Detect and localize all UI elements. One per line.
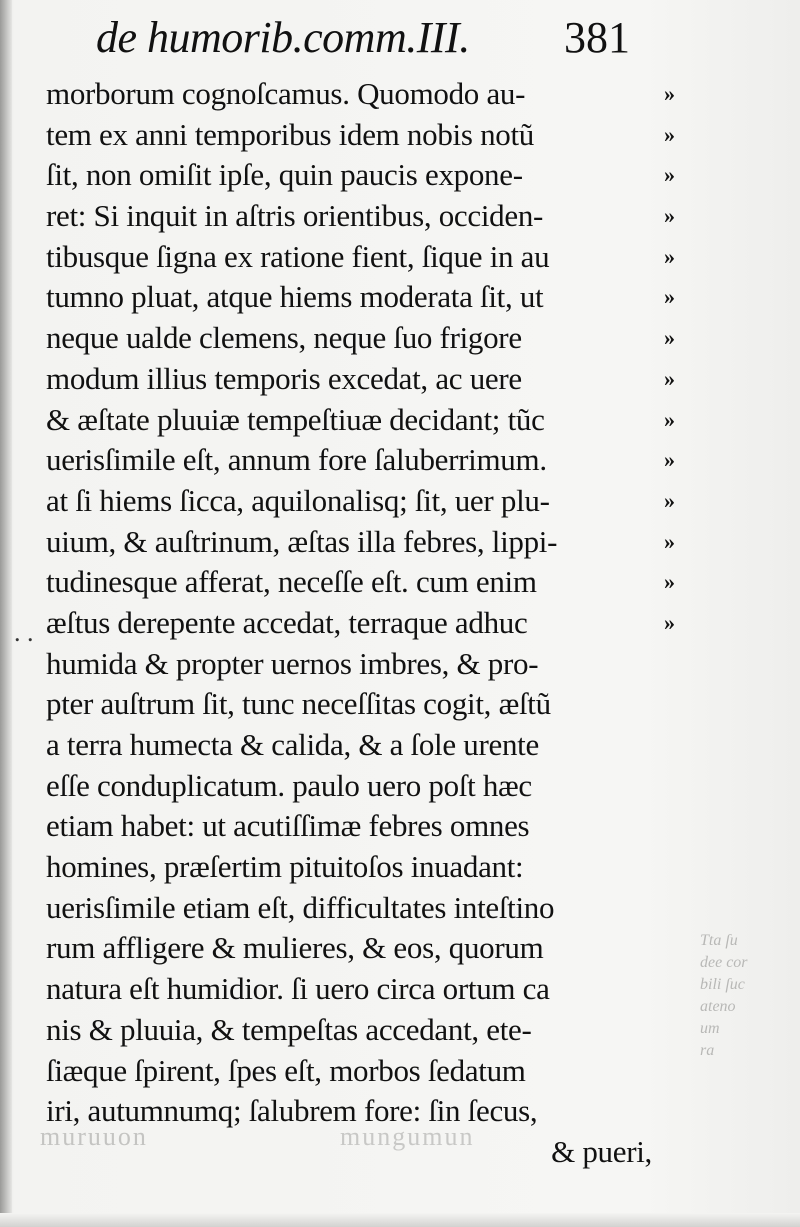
catchword: & pueri, [551, 1133, 652, 1169]
quote-mark: » [664, 284, 675, 310]
quote-mark: » [664, 609, 675, 635]
text-line: at ſi hiems ſicca, aquilonalisq; ſit, uer plu- [46, 482, 550, 518]
text-line: neque ualde clemens, neque ſuo frigore [46, 320, 522, 356]
quote-mark: » [664, 406, 675, 432]
bleed-line: um [700, 1020, 720, 1037]
bleed-line: ateno [700, 998, 736, 1015]
text-line: æſtus derepente accedat, terraque adhuc [46, 604, 528, 640]
quote-mark: » [664, 81, 675, 106]
quotation-marks-column [664, 74, 694, 644]
bleed-through-footer-left: muruuon [40, 1122, 148, 1151]
quote-mark: » [664, 325, 675, 351]
text-line: tudinesque afferat, neceſſe eſt. cum enim [46, 564, 537, 600]
text-line: uerisſimile eſt, annum fore ſaluberrimum. [46, 442, 547, 478]
text-line: natura eſt humidior. ſi uero circa ortum ca [46, 971, 550, 1007]
text-line: ret: Si inquit in aſtris orientibus, occiden- [46, 198, 544, 234]
quote-mark: » [664, 365, 675, 391]
text-line: tem ex anni temporibus idem nobis notũ [46, 116, 534, 152]
text-line: tumno pluat, atque hiems moderata ſit, ut [46, 279, 544, 315]
text-line: a terra humecta & calida, & a ſole urente [46, 727, 539, 762]
text-line: uerisſimile etiam eſt, difficultates inteſtino [46, 889, 555, 925]
page-number: 381 [564, 13, 630, 62]
text-line: homines, præſertim pituitoſos inuadant: [46, 849, 524, 885]
quote-mark: » [664, 203, 675, 229]
quote-mark: » [664, 447, 675, 473]
text-line: etiam habet: ut acutiſſimæ febres omnes [46, 808, 530, 844]
text-line: humida & propter uernos imbres, & pro- [46, 645, 539, 681]
body-text [46, 74, 656, 1173]
bleed-line: dee cor [700, 954, 748, 971]
text-line: iri, autumnumq; ſalubrem fore: ſin ſecus, [46, 1093, 538, 1129]
page-left-edge [0, 0, 12, 1227]
quote-mark: » [664, 487, 675, 513]
quote-mark: » [664, 569, 675, 595]
page-header [96, 10, 656, 66]
page-bottom-edge [0, 1213, 800, 1227]
text-line: uium, & auſtrinum, æſtas illa febres, lippi- [46, 523, 558, 559]
margin-dots: . . [14, 618, 34, 647]
bleed-line: bili ſuc [700, 976, 745, 993]
bleed-through-footer-right: mungumun [340, 1122, 475, 1151]
text-line: & æſtate pluuiæ tempeſtiuæ decidant; tũc [46, 401, 545, 437]
quote-mark: » [664, 528, 675, 554]
text-line: ſit, non omiſit ipſe, quin paucis expone- [46, 157, 523, 193]
text-line: morborum cognoſcamus. Quomodo au- [46, 76, 526, 111]
text-line: rum affligere & mulieres, & eos, quorum [46, 930, 544, 966]
bleed-line: ra [700, 1042, 715, 1059]
text-line: tibusque ſigna ex ratione fient, ſique in au [46, 238, 550, 274]
text-line: ſiæque ſpirent, ſpes eſt, morbos ſedatum [46, 1052, 526, 1088]
running-head: de humorib.comm.III. [96, 13, 470, 62]
quote-mark: » [664, 162, 675, 188]
text-line: pter auſtrum ſit, tunc neceſſitas cogit, æſtũ [46, 686, 551, 722]
text-line: eſſe conduplicatum. paulo uero poſt hæc [46, 767, 532, 803]
text-line: modum illius temporis excedat, ac uere [46, 360, 522, 396]
bleed-line: Tta ſu [700, 932, 738, 949]
quote-mark: » [664, 121, 675, 147]
bleed-through-text [700, 930, 798, 1062]
quote-mark: » [664, 243, 675, 269]
text-line: nis & pluuia, & tempeſtas accedant, ete- [46, 1011, 532, 1047]
